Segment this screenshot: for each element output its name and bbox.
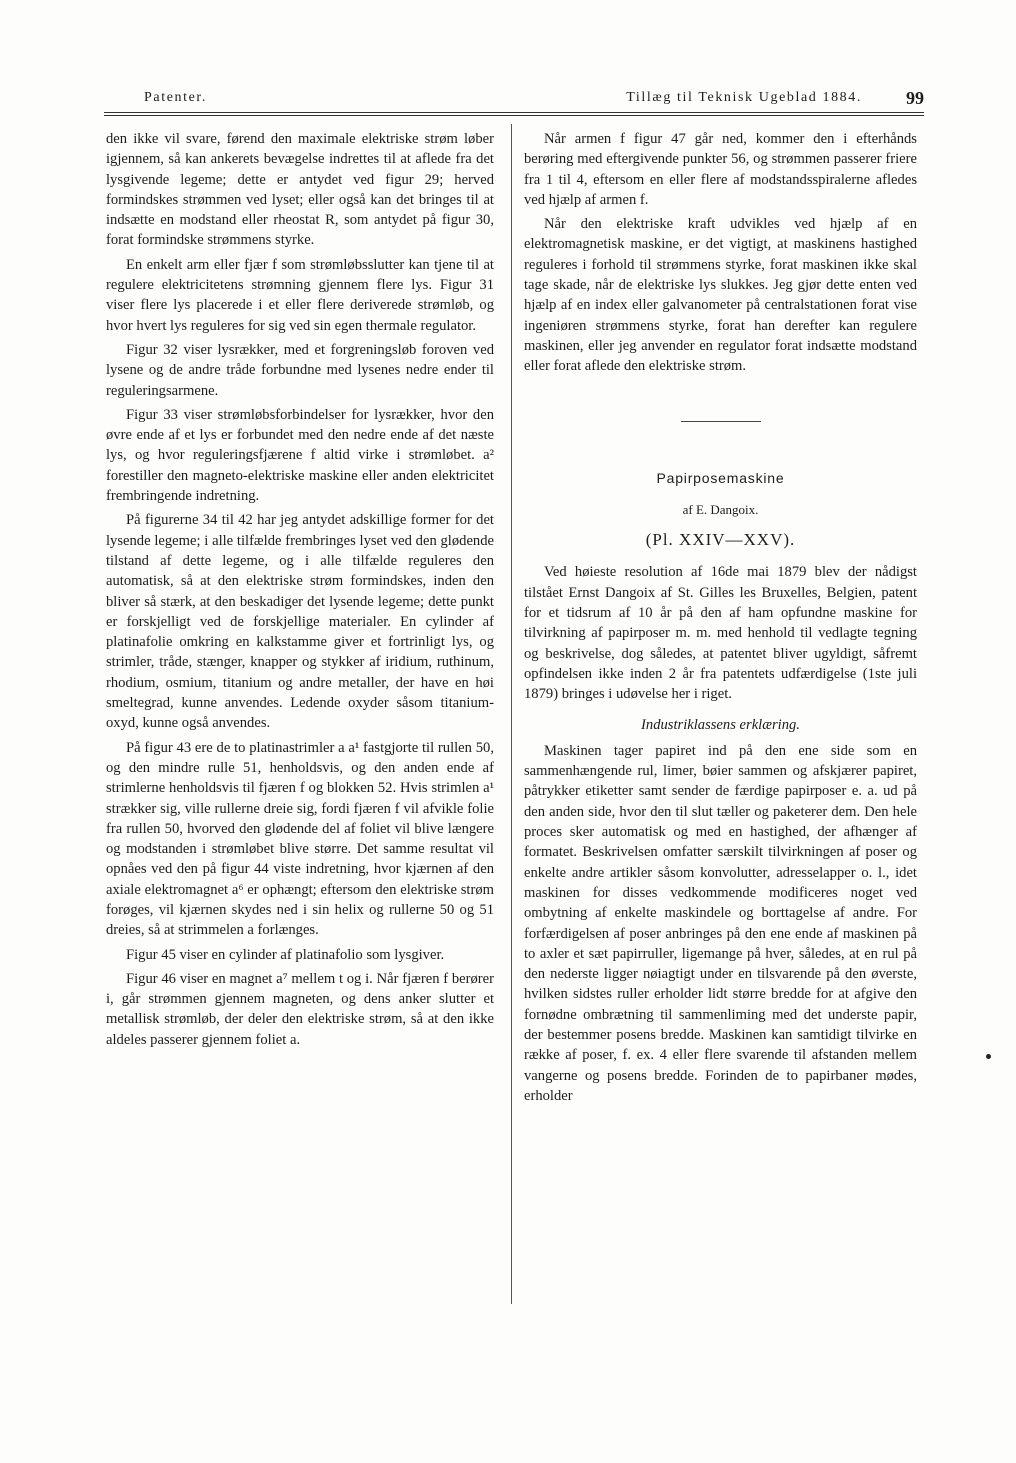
paragraph: den ikke vil svare, førend den maximale elektriske strøm løber igjennem, så kan ankerets bevægelse indrettes til at aflede fra det lysgivende legeme; dette er antydet ved figur 29; herved formindskes strømmen ved lyset; eller også kan det bringes til at indsætte en modstand eller rheostat R, som antydet på figur 30, forat formindske strømmens styrke. (106, 131, 494, 249)
header-rule (104, 112, 924, 116)
running-head-left: Patenter. (144, 90, 207, 105)
section-heading: Industriklassens erklæring. (641, 716, 800, 733)
article-title: Papirposemaskine (656, 469, 785, 486)
column-divider (511, 124, 512, 1304)
paragraph: Figur 45 viser en cylinder af platinafolio som lysgiver. (126, 946, 445, 963)
running-head (104, 88, 924, 110)
paragraph: På figurerne 34 til 42 har jeg antydet adskillige former for det lysende legeme; i alle tilfælde frembringes lyset ved den glødende tilstand af dette legeme, og i alle tilfælde reguleres den automatisk, så at den elektriske strøm formindskes, inden den bliver så stærk, at den beskadiger det lysende legeme; dette punkt er forskjelligt ved de forskjellige materialer. En cylinder af platinafolie omkring en kalkstamme giver et fortrinligt lys, og strimler, tråde, stænger, knapper og stykker af iridium, ruthinum, rhodium, osmium, titanium og andre metaller, der have en høi smeltegrad, kunne anvendes. Ledende oxyder såsom titanium-oxyd, kunne også anvendes. (106, 512, 494, 732)
article-author: af E. Dangoix. (682, 501, 759, 517)
paragraph: Når den elektriske kraft udvikles ved hjælp af en elektromagnetisk maskine, er det vigtigt, at maskinens hastighed reguleres i forhold til strømmens styrke, forat maskinen ikke skal tage skade, når de elektriske lys slukkes. Jeg gjør dette enten ved hjælp af en index eller galvanometer på centralstationen forat vise ingeniøren strømmens styrke, forat han derefter kan regulere maskinen, eller jeg anvender en regulator forat indsætte modstand eller forat aflede den elektriske strøm. (524, 216, 917, 375)
paragraph: Ved høieste resolution af 16de mai 1879 blev der nådigst tilstået Ernst Dangoix af St. Gilles les Bruxelles, Belgien, patent for et tidsrum af 10 år på den af ham opfundne maskine for tilvirkning af papirposer m. m. med henhold til vedlagte tegning og beskrivelse, dog således, at patentet bliver ugyldigt, såfremt opfindelsen ikke inden 2 år fra patentets udfærdigelse (1ste juli 1879) bringes i udøvelse her i riget. (524, 564, 917, 703)
paragraph: En enkelt arm eller fjær f som strømløbsslutter kan tjene til at regulere elektricitetens strømning gjennem flere lys. Figur 31 viser flere lys placerede i et eller flere deriverede strømløb, og hvor hvert lys reguleres for sig ved sin egen thermale regulator. (106, 256, 494, 334)
page-number: 99 (906, 88, 924, 108)
running-head-right: Tillæg til Teknisk Ugeblad 1884. (626, 90, 862, 105)
left-column (106, 129, 494, 1054)
paragraph: Når armen f figur 47 går ned, kommer den i efterhånds berøring med eftergivende punkter 56, og strømmen passerer friere fra 1 til 4, eftersom en eller flere af modstandsspiralerne afledes ved hjælp af armen f. (524, 131, 917, 208)
paragraph: Figur 33 viser strømløbsforbindelser for lysrækker, hvor den øvre ende af et lys er forbundet med den nedre ende af det næste lys, og hvor reguleringsfjærene f altid virke i strømløbet. a² forestiller den magneto-elektriske maskine eller anden elektricitet frembringende indretning. (106, 406, 494, 505)
paragraph: Figur 32 viser lysrækker, med et forgreningsløb foroven ved lysene og de andre tråde forbundne med lysenes nedre ender til reguleringsarmene. (106, 341, 494, 399)
paragraph: Maskinen tager papiret ind på den ene side som en sammenhængende rul, limer, bøier sammen og afskjærer papiret, påtrykker etiketter samt sender de færdige papirposer e. a. ud på den anden side, hvor den til slut tæller og paketerer dem. Den hele proces sker automatisk og med en hastighed, der afhænger af formatet. Beskrivelsen omfatter særskilt tilvirkningen af poser og enkelte andre artikler såsom konvolutter, adresselapper o. l., idet maskinen for disses vedkommende modificeres noget ved ombytning af enkelte maskindele og borttagelse af andre. For forfærdigelsen af poser anbringes på den ene ende af maskinen på to axler et sæt papirruller, ligemange på hver, således, at en rul på den nederste ligger nøiagtigt under en tilsvarende på den øverste, hvilken sidstes ruller erholder lidt større bredde for at afgive den fornødne ombrætning til sammenliming med det underste papir, der bestemmer posens bredde. Maskinen kan samtidigt tilvirke en række af poser, f. ex. 4 eller flere svarende til afstanden mellem vangerne og posens bredde. Forinden de to papirbaner mødes, erholder (524, 742, 917, 1104)
paragraph: Figur 46 viser en magnet a⁷ mellem t og i. Når fjæren f berører i, går strømmen gjennem magneten, og dens anker slutter et metallisk strømløb, der deler den elektriske strøm, så at den ikke aldeles passerer gjennem foliet a. (106, 970, 494, 1048)
margin-mark (986, 1054, 991, 1059)
section-separator (681, 421, 761, 422)
right-column (524, 129, 917, 1110)
article-plates: (Pl. XXIV—XXV). (645, 530, 796, 550)
paragraph: På figur 43 ere de to platinastrimler a a¹ fastgjorte til rullen 50, og den mindre rulle 51, henholdsvis, og den anden ende af strimlerne henholdsvis til fjæren f og blokken 52. Hvis strimlen a¹ strækker sig, ville rullerne dreie sig, fordi fjæren f vil afvikle folie fra rullen 50, hvorved den glødende del af foliet vil blive længere og modstanden i strømløbet blive større. Det samme resultat vil opnåes ved den på figur 44 viste indretning, hvor kjærnen af den axiale elektromagnet a⁶ er ophængt; eftersom den elektriske strøm forøges, vil kjærnen skydes ned i sin helix og rullerne 50 og 51 dreies, så at strimmelen a forlænges. (106, 739, 494, 939)
